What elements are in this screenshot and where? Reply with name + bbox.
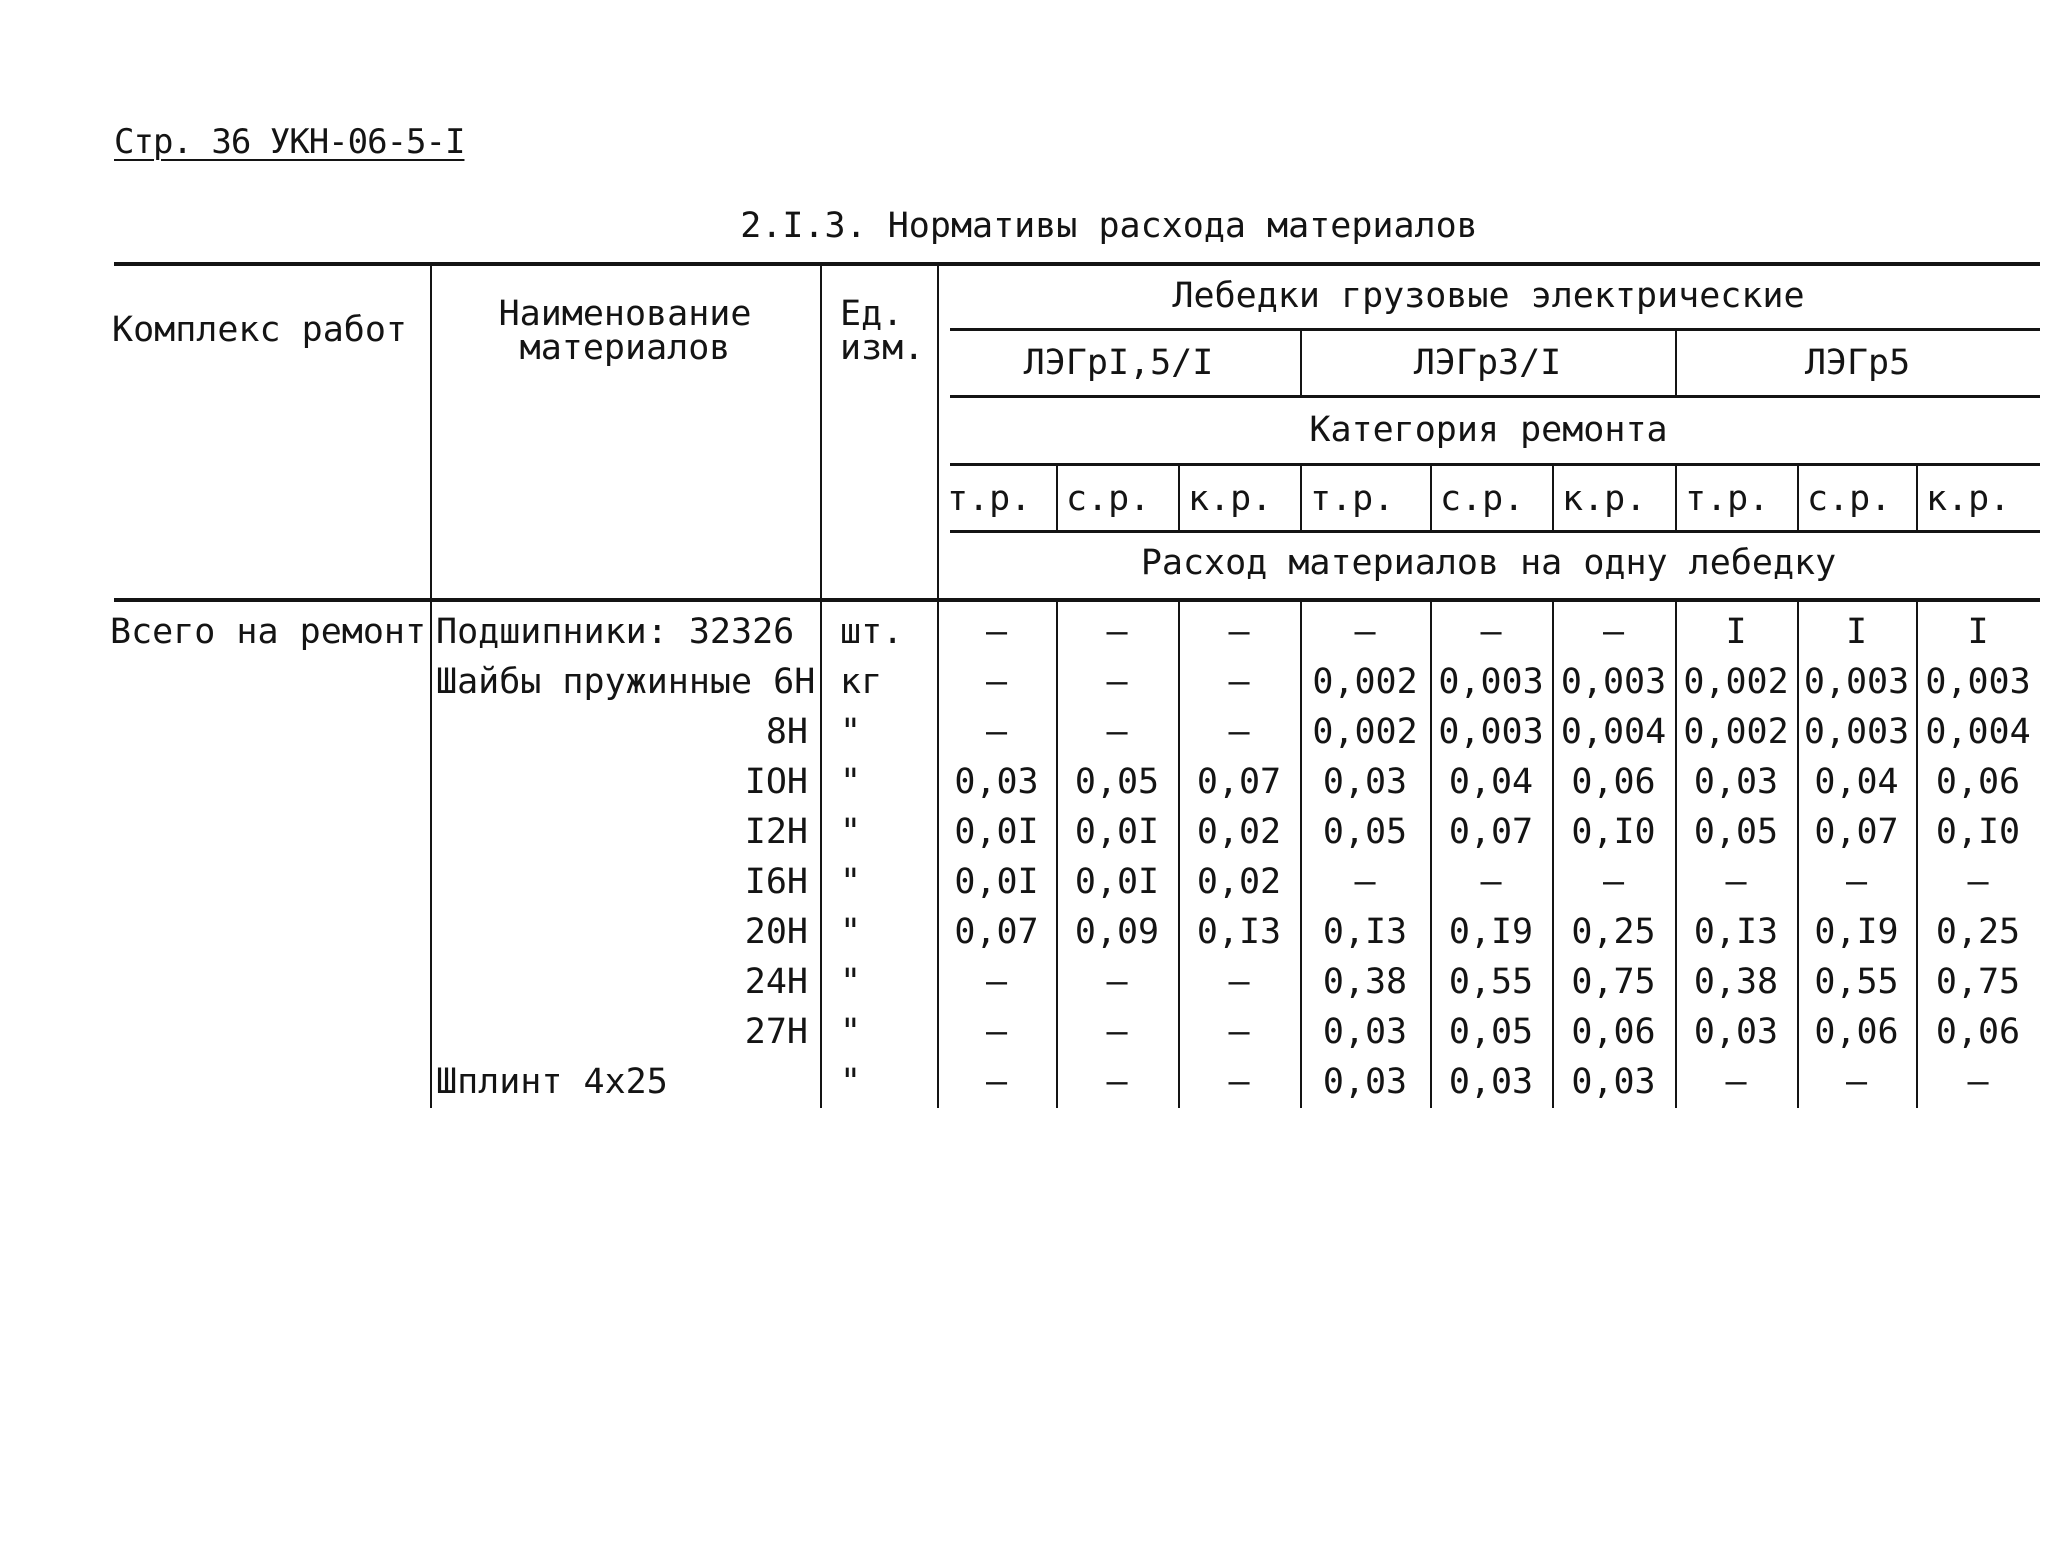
category-rule (950, 463, 2040, 466)
row-value: 0,003 (1803, 662, 1910, 702)
header-unit-1: Ед. (840, 294, 904, 334)
row-value: 0,07 (1448, 812, 1534, 852)
row-value: 0,002 (1312, 712, 1418, 752)
header-unit-2: изм. (840, 328, 925, 368)
row-value: 0,55 (1814, 962, 1899, 1002)
row-value: – (1106, 962, 1128, 1002)
row-value: – (985, 1012, 1008, 1052)
row-material: 27Н (744, 1012, 808, 1052)
row-material: I2Н (744, 812, 808, 852)
row-value: 0,I9 (1814, 912, 1899, 952)
row-unit: " (840, 962, 862, 1002)
row-value: – (1845, 862, 1868, 902)
row-value: – (1228, 612, 1250, 652)
row-value: 0,07 (954, 912, 1039, 952)
header-repair-type: к.р. (1188, 479, 1273, 519)
header-repair-type: т.р. (947, 479, 1032, 519)
header-material-1: Наименование (498, 294, 752, 334)
header-model: ЛЭГр5 (1804, 343, 1911, 383)
row-value: – (1480, 862, 1502, 902)
row-unit: кг (840, 662, 883, 702)
header-consumption: Расход материалов на одну лебедку (1140, 543, 1837, 583)
header-group: Лебедки грузовые электрические (1172, 276, 1805, 316)
row-value: 0,003 (1925, 662, 2031, 702)
header-category: Категория ремонта (1309, 410, 1668, 450)
row-value: I (1725, 612, 1747, 652)
row-value: – (985, 712, 1008, 752)
model-rule (950, 395, 2040, 398)
row-value: 0,I3 (1196, 912, 1282, 952)
row-value: – (1106, 1062, 1128, 1102)
row-value: – (1480, 612, 1502, 652)
row-unit: " (840, 812, 862, 852)
data-col-divider (1916, 465, 1918, 530)
header-material-2: материалов (519, 328, 731, 368)
row-value: – (1354, 862, 1376, 902)
repair-type-rule (950, 530, 2040, 533)
row-value: – (1725, 1062, 1747, 1102)
row-value: – (1228, 962, 1250, 1002)
row-value: 0,003 (1803, 712, 1910, 752)
header-bottom-rule (114, 598, 2040, 602)
row-value: 0,I0 (1571, 812, 1656, 852)
row-value: – (1845, 1062, 1868, 1102)
row-value: 0,03 (954, 762, 1039, 802)
row-value: 0,07 (1814, 812, 1899, 852)
row-material: 24Н (744, 962, 808, 1002)
row-value: – (1602, 612, 1625, 652)
row-value: 0,004 (1560, 712, 1667, 752)
row-value: 0,004 (1925, 712, 2031, 752)
row-value: 0,75 (1935, 962, 2021, 1002)
data-col-divider (1552, 465, 1554, 530)
row-value: 0,I0 (1935, 812, 2021, 852)
row-unit: " (840, 862, 862, 902)
row-value: 0,03 (1693, 762, 1779, 802)
row-value: – (1354, 612, 1376, 652)
row-material: 20Н (744, 912, 808, 952)
row-value: 0,05 (1448, 1012, 1534, 1052)
table-title: 2.I.3. Нормативы расхода материалов (740, 206, 1478, 246)
row-value: – (985, 1062, 1008, 1102)
header-repair-type: к.р. (1562, 479, 1647, 519)
row-value: 0,02 (1196, 862, 1282, 902)
row-value: – (1106, 712, 1128, 752)
row-value: – (1602, 862, 1625, 902)
row-value: – (1967, 862, 1989, 902)
row-value: 0,25 (1571, 912, 1656, 952)
row-value: 0,06 (1571, 1012, 1656, 1052)
row-value: 0,07 (1196, 762, 1282, 802)
row-material: IOН (744, 762, 808, 802)
row-value: 0,03 (1322, 762, 1408, 802)
row-value: – (1967, 1062, 1989, 1102)
row-value: 0,02 (1196, 812, 1282, 852)
row-value: 0,06 (1571, 762, 1656, 802)
row-value: 0,0I (954, 862, 1039, 902)
row-unit: " (840, 762, 862, 802)
row-value: I (1845, 612, 1868, 652)
row-value: 0,05 (1074, 762, 1160, 802)
row-material: Шплинт 4х25 (436, 1062, 668, 1102)
row-value: 0,38 (1693, 962, 1779, 1002)
row-value: 0,003 (1560, 662, 1667, 702)
row-value: 0,002 (1312, 662, 1418, 702)
row-value: I (1967, 612, 1989, 652)
data-col-divider (1056, 465, 1058, 530)
row-value: – (985, 612, 1008, 652)
row-value: – (1106, 1012, 1128, 1052)
row-value: 0,03 (1571, 1062, 1656, 1102)
group-rule (950, 328, 2040, 331)
row-value: 0,04 (1448, 762, 1534, 802)
data-col-divider (1178, 465, 1180, 530)
row-unit: шт. (840, 612, 904, 652)
row-value: 0,06 (1935, 762, 2021, 802)
row-value: – (1725, 862, 1747, 902)
header-repair-type: с.р. (1807, 479, 1892, 519)
row-material: Шайбы пружинные 6Н (436, 662, 816, 702)
row-value: 0,06 (1935, 1012, 2021, 1052)
row-unit: " (840, 1062, 862, 1102)
data-col-divider (1675, 465, 1677, 530)
row-value: 0,003 (1438, 662, 1544, 702)
row-work: Всего на ремонт (110, 612, 427, 652)
row-value: 0,002 (1683, 662, 1789, 702)
row-value: – (985, 962, 1008, 1002)
row-material: I6Н (744, 862, 808, 902)
row-value: 0,0I (1074, 862, 1160, 902)
header-repair-type: с.р. (1440, 479, 1525, 519)
row-material: Подшипники: 32326 (436, 612, 795, 652)
row-value: 0,55 (1448, 962, 1534, 1002)
row-value: 0,03 (1693, 1012, 1779, 1052)
row-value: – (1228, 712, 1250, 752)
header-repair-type: т.р. (1685, 479, 1770, 519)
row-value: 0,05 (1322, 812, 1408, 852)
data-col-divider (1797, 465, 1799, 530)
row-value: 0,05 (1693, 812, 1779, 852)
row-unit: " (840, 1012, 862, 1052)
row-value: 0,0I (1074, 812, 1160, 852)
row-value: 0,03 (1322, 1012, 1408, 1052)
page-reference: Стр. 36 УКН-06-5-I (114, 122, 465, 162)
row-unit: " (840, 912, 862, 952)
header-model: ЛЭГрI,5/I (1023, 343, 1214, 383)
row-unit: " (840, 712, 862, 752)
row-value: 0,I9 (1448, 912, 1534, 952)
table-top-rule (114, 262, 2040, 266)
row-value: – (1228, 1062, 1250, 1102)
row-value: 0,75 (1571, 962, 1656, 1002)
row-value: 0,003 (1438, 712, 1544, 752)
header-work: Комплекс работ (112, 310, 408, 350)
row-value: 0,25 (1935, 912, 2021, 952)
row-value: – (1106, 662, 1128, 702)
row-value: 0,I3 (1322, 912, 1408, 952)
header-model: ЛЭГр3/I (1413, 343, 1562, 383)
header-repair-type: к.р. (1926, 479, 2011, 519)
header-repair-type: с.р. (1066, 479, 1151, 519)
row-value: – (1106, 612, 1128, 652)
row-value: 0,09 (1074, 912, 1160, 952)
row-value: – (985, 662, 1008, 702)
row-value: 0,002 (1683, 712, 1789, 752)
row-value: 0,38 (1322, 962, 1408, 1002)
row-value: 0,04 (1814, 762, 1899, 802)
row-value: – (1228, 662, 1250, 702)
row-value: – (1228, 1012, 1250, 1052)
col-divider-material (820, 262, 822, 1108)
row-material: 8Н (765, 712, 808, 752)
row-value: 0,I3 (1693, 912, 1779, 952)
data-col-divider (1430, 465, 1432, 530)
data-col-divider (1300, 465, 1302, 530)
row-value: 0,03 (1448, 1062, 1534, 1102)
row-value: 0,03 (1322, 1062, 1408, 1102)
row-value: 0,0I (954, 812, 1039, 852)
row-value: 0,06 (1814, 1012, 1899, 1052)
header-repair-type: т.р. (1310, 479, 1395, 519)
